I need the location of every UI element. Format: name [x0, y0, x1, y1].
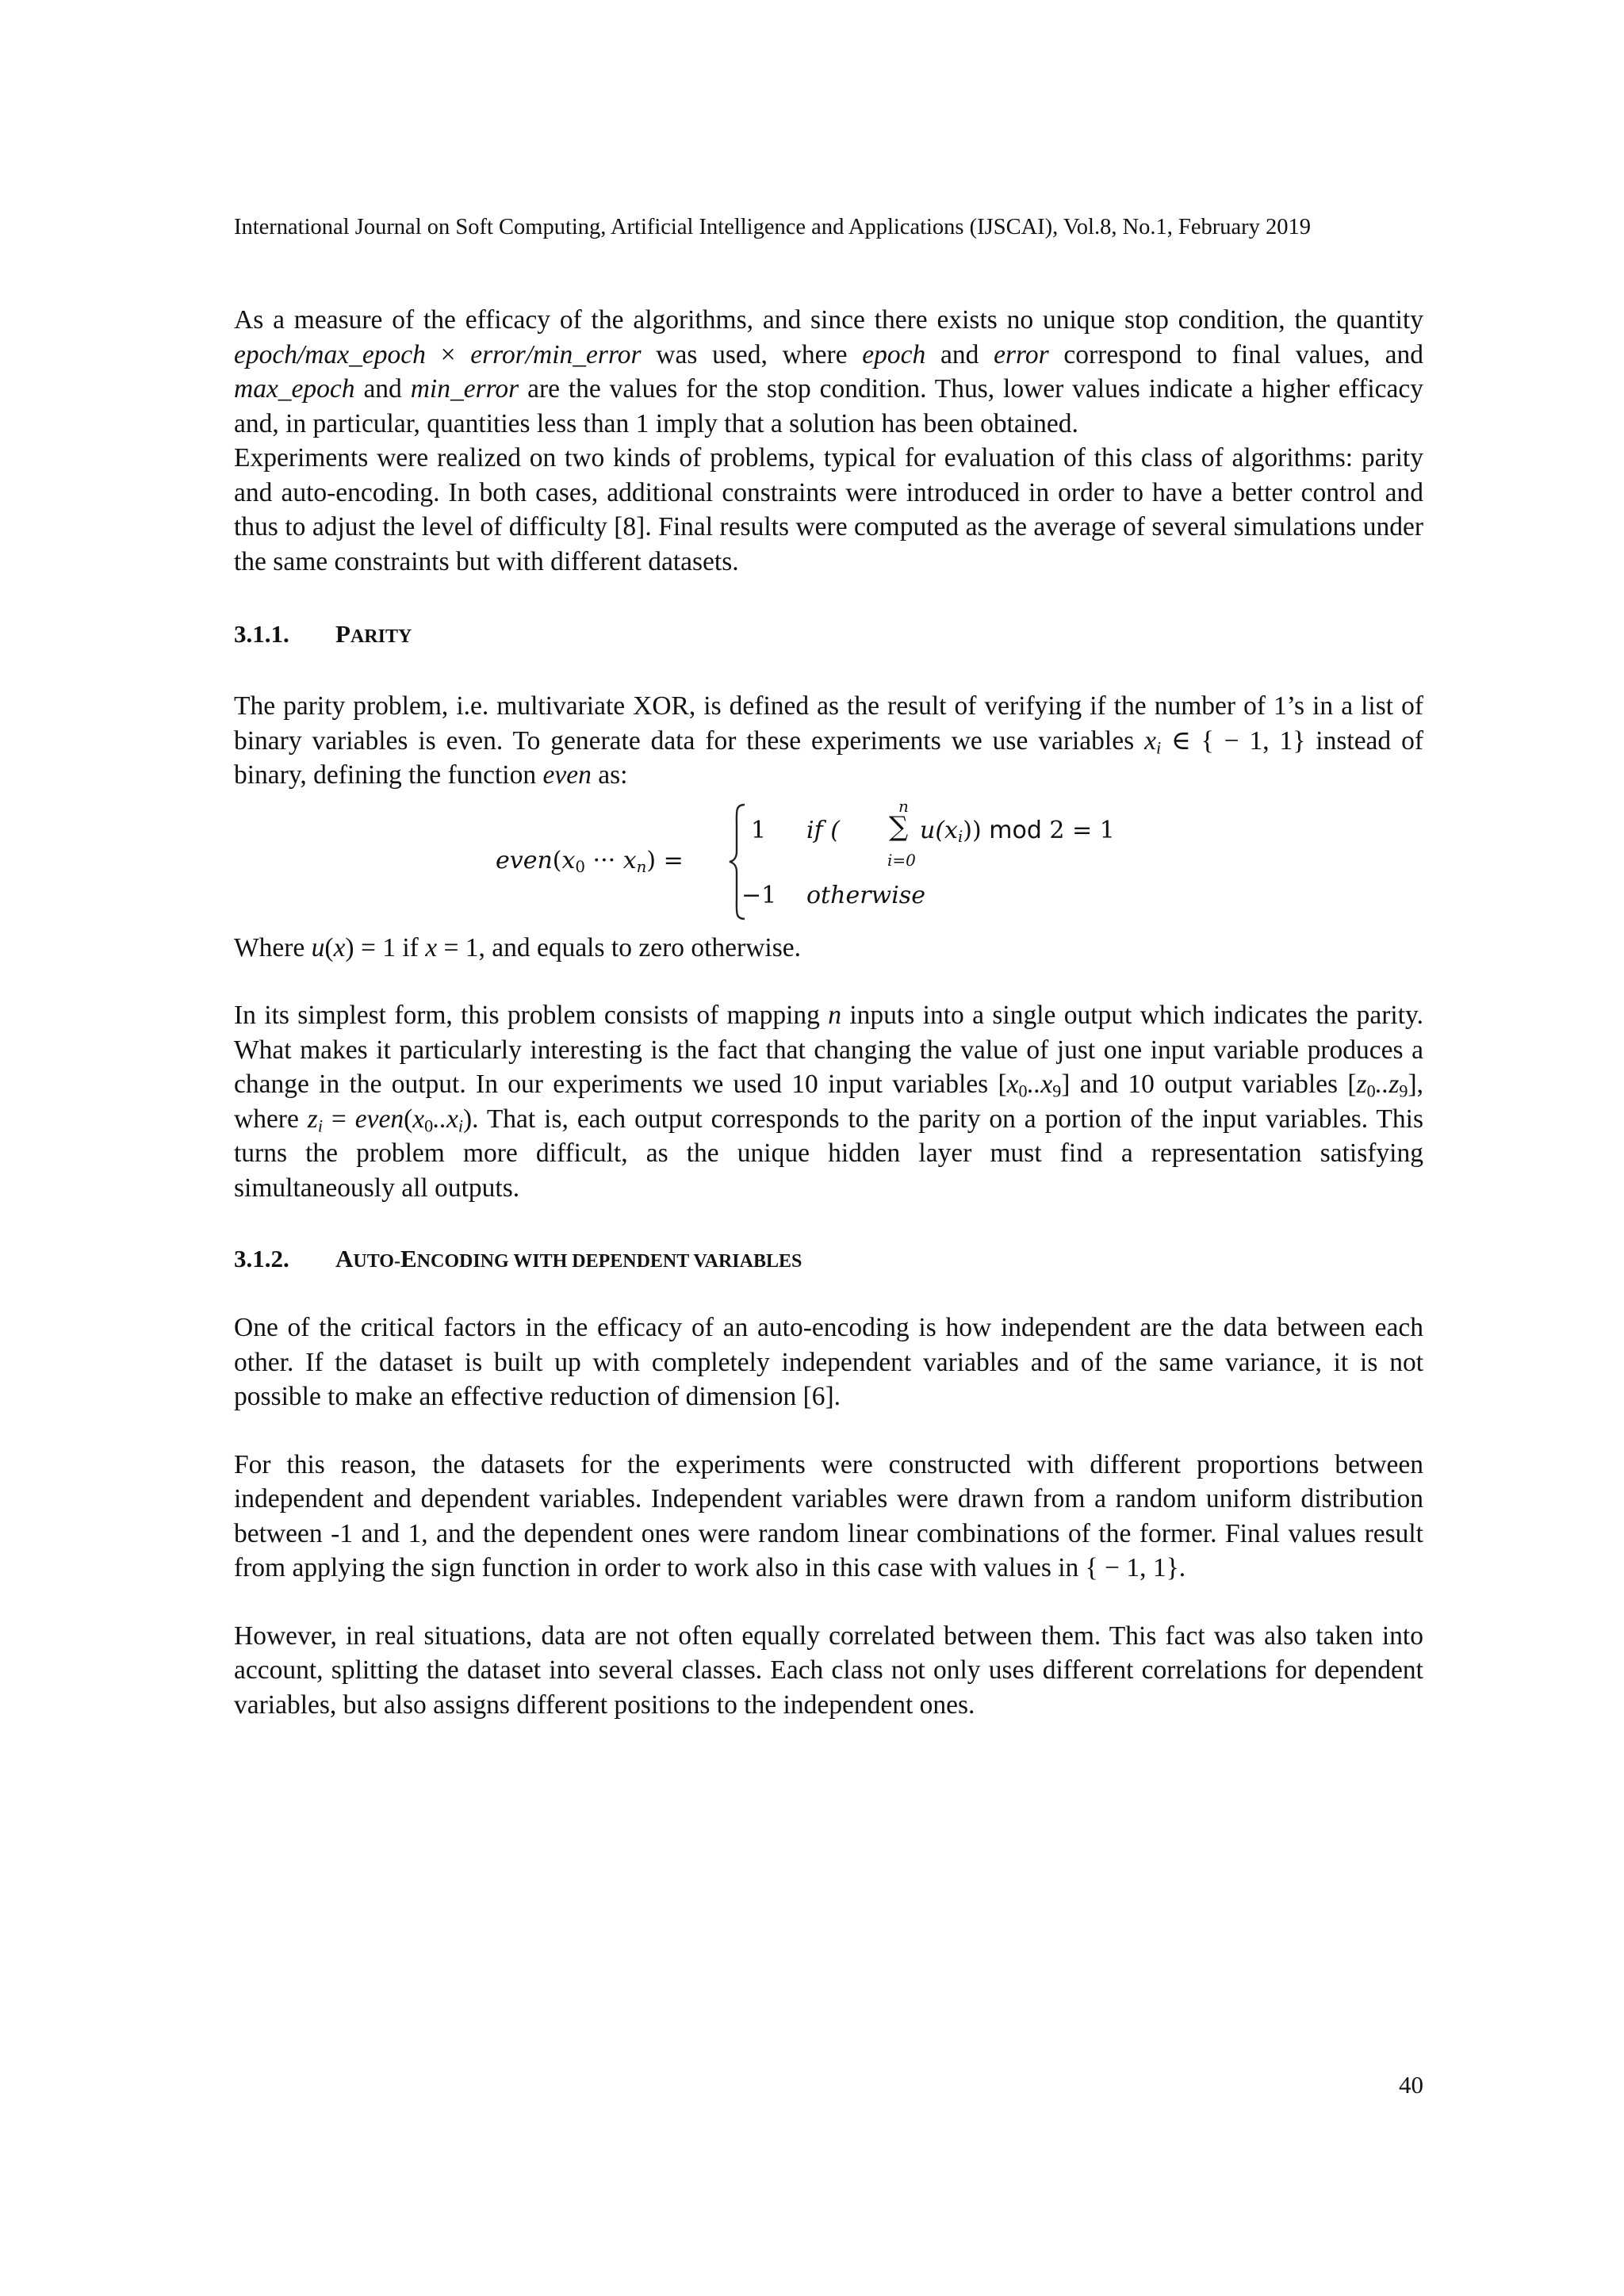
parity-experiment-paragraph: In its simplest form, this problem consists of mapping n inputs into a single output which indicates the parity. What makes it particularly interesting is the fact that changing the value of just one input variable produces a change in the output. In our experiments we used 10 input variables $[x_0..x_9]$ and 10 output variables $[z_0..z_9]$, where $z_i$ = $even(x_0..x_i)$. That is, each output corresponds to the parity on a portion of the input variables. This turns the problem more difficult, as the unique hidden layer must find a representation satisfying simultaneously all outputs. — [234, 1001, 1424, 1203]
sum-lower-limit: i=0 — [887, 850, 916, 870]
experiments-paragraph: Experiments were realized on two kinds of problems, typical for evaluation of this class of algorithms: parity and auto-encoding. In both cases, additional constraints were introduced in order to have a better control and thus to adjust the level of difficulty [8]. Final results were computed as the average of several simulations under the same constraints but with different datasets. — [234, 443, 1423, 576]
independence-paragraph: One of the critical factors in the efficacy of an auto-encoding is how independent are the data between each other. If the dataset is built up with completely independent variables and of the same variance, it is not possible to make an effective reduction of dimension [6]. — [234, 1313, 1423, 1411]
sum-symbol: ∑ — [889, 810, 909, 843]
efficacy-paragraph: As a measure of the efficacy of the algorithms, and since there exists no unique stop condition, the quantity epoch/max_epoch × error/min_error was used, where epoch and error correspond to final values, and max_epoch and min_error are the values for the stop condition. Thus, lower values indicate a higher efficacy and, in particular, quantities less than 1 imply that a solution has been obtained. — [234, 305, 1424, 438]
section-heading-parity: 3.1.1. PARITY — [234, 618, 1423, 652]
page-body — [234, 303, 1423, 1722]
even-function-equation — [234, 796, 1423, 931]
case-one-condition: $u(x_i)$) mod 2 = 1 — [920, 816, 1115, 846]
section-number: 3.1.1. — [234, 620, 289, 648]
real-situations-paragraph: However, in real situations, data are not often equally correlated between them. This fact was also taken into account, splitting the dataset into several classes. Each class not only uses different correlations for dependent variables, but also assigns different positions to the independent ones. — [234, 1621, 1423, 1720]
section-number: 3.1.2. — [234, 1245, 289, 1272]
page-number: 40 — [1399, 2071, 1423, 2099]
running-header: International Journal on Soft Computing, Artificial Intelligence and Applications (IJSCAI), Vol.8, No.1, February 2019 — [234, 215, 1312, 239]
section-heading-auto-encoding: 3.1.2. AUTO-ENCODING WITH DEPENDENT VARIABLES — [234, 1243, 1423, 1277]
equation-lhs: $even(x_0$ ··· $x_n$) = — [496, 846, 684, 876]
sum-upper-limit: n — [898, 796, 909, 816]
parity-definition-paragraph: The parity problem, i.e. multivariate XOR, is defined as the result of verifying if the number of 1’s in a list of binary variables is even. To generate data for these experiments we use variables $x_i$ ∈ { − 1, 1} instead of binary, defining the function even as: — [234, 691, 1423, 790]
dataset-construction-paragraph: For this reason, the datasets for the experiments were constructed with different proportions between independent and dependent variables. Independent variables were drawn from a random uniform distribution between -1 and 1, and the dependent ones were random linear combinations of the former. Final values result from applying the sign function in order to work also in this case with values in { − 1, 1}. — [234, 1449, 1423, 1582]
case-two-otherwise: otherwise — [806, 881, 925, 909]
case-one-value: 1 — [751, 816, 767, 844]
case-one-if: if ( — [806, 816, 840, 844]
case-two-value: −1 — [741, 881, 777, 909]
u-definition-paragraph: Where u(x) = 1 if x = 1, and equals to zero otherwise. — [234, 932, 801, 962]
